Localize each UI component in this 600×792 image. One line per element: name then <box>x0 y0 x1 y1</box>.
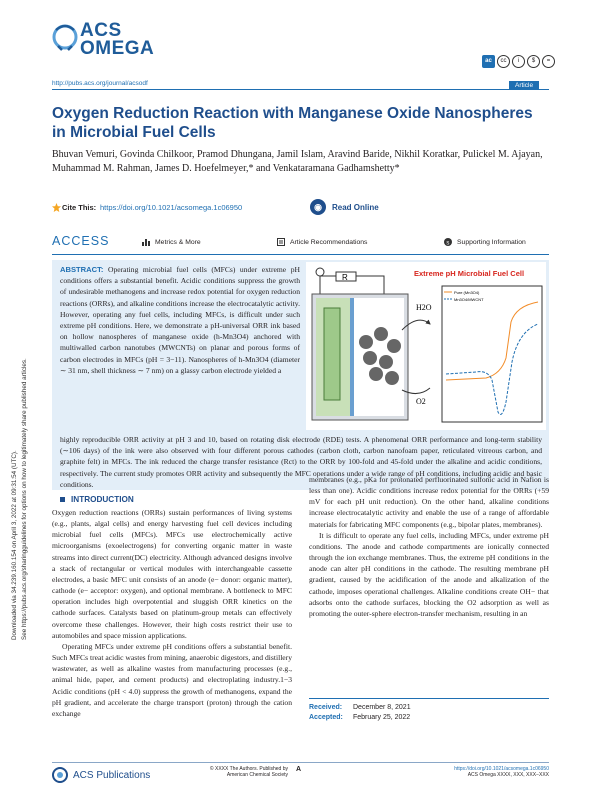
left-column <box>52 507 292 719</box>
membrane <box>350 298 354 416</box>
acs-logo-icon <box>52 767 68 783</box>
intro-paragraph-1: Oxygen reduction reactions (ORRs) sustain performances of living systems (e.g., plants, algal cells) and energy harvesting fuel cell devices including microbial fuel cells (MFCs). MFCs use electrochemically active microorganisms (exoelectrogens) for converting organic matter in waste streams into direct current(DC) electricity. Although advanced designs involve a stack of rectangular or vertical modules with interchangeable cassette electrodes, a basic MFC unit consists of an anode (e− donor: organic matter), cathode (e− acceptor: oxygen), and optional membrane. A bottleneck to MFC operation includes high overpotential and sluggish ORR kinetics on the cathode surfaces. Catalysts based on platinum-group metals can effectively overcome these challenges. However, their high costs restrict their use to automobiles and space mission applications. <box>52 508 292 640</box>
curve-pure <box>446 302 538 380</box>
by-icon[interactable]: i <box>512 55 525 68</box>
intro-paragraph-2: Operating MFCs under extreme pH conditions offers a substantial benefit. Such MFCs treat acidic wastes from mining, anaerobic digestors, and distillery wastewater, as well as alkaline wastes from manufacturing processes (e.g., animal hide, paper, and cement products) and electroplating industry.1−3 Acidic conditions (pH < 4.0) suppress the growth of methanogens, expand the pH gradient, and accelerate the charge transport (proton) through the cation exchange <box>52 641 292 718</box>
access-divider <box>52 254 549 255</box>
article-type-badge: Article <box>509 81 539 90</box>
heading-square-icon <box>60 497 65 502</box>
cathode-chamber <box>354 298 404 416</box>
header-divider <box>52 89 549 90</box>
recommendations-label: Article Recommendations <box>290 238 368 246</box>
read-online-label: Read Online <box>332 202 379 212</box>
ammeter-icon <box>316 268 324 276</box>
svg-text:s: s <box>446 240 450 246</box>
publisher-name: ACS Publications <box>73 769 151 781</box>
resistor-label: R <box>342 273 348 282</box>
download-notice-line-1: Downloaded via 34.239.160.154 on April 3, 2022 at 09:31:54 (UTC). <box>11 450 18 640</box>
journal-url[interactable]: http://pubs.acs.org/journal/acsodf <box>52 80 148 87</box>
accepted-date: February 25, 2022 <box>353 714 411 721</box>
nd-icon[interactable]: = <box>542 55 555 68</box>
cite-icon <box>52 203 61 212</box>
intro-paragraph-3: membranes (e.g., pKa for protonated perfluorinated sulfonic acid in Nafion is less than one). Acidic conditions increase redox potential for the ORRs (+59 mV for each pH unit reduction). On the other hand, alkaline conditions increase electrocatalytic activity and enable the use of a range of affordable materials for fabricating MFC components (e.g., bipolar plates, membranes). <box>309 475 549 529</box>
right-column <box>309 474 549 619</box>
legend-entry-2: Mn3O4/MWCNT <box>454 297 484 302</box>
toc-graphic <box>306 262 546 430</box>
plot-frame <box>442 286 542 422</box>
article-title: Oxygen Reduction Reaction with Manganese Oxide Nanospheres in Microbial Fuel Cells <box>52 105 533 141</box>
metrics-label: Metrics & More <box>155 238 201 246</box>
journal-name-acs: ACS <box>80 20 122 41</box>
author-list: Bhuvan Vemuri, Govinda Chilkoor, Pramod Dhungana, Jamil Islam, Aravind Baride, Nikhil Koratkar, Pulickel M. Ajayan, Muhammad M. Rahman, James D. Hoefelmeyer,* and Venkataramana Gadhamshetty* <box>52 149 543 174</box>
abstract-label: ABSTRACT: <box>60 265 104 274</box>
footer-doi-link[interactable]: https://doi.org/10.1021/acsomega.1c06950 <box>454 766 549 772</box>
curve-composite <box>446 324 538 414</box>
download-notice <box>4 300 34 640</box>
access-bar <box>52 234 549 252</box>
o2-label: O2 <box>416 397 426 406</box>
cite-bar <box>52 196 549 222</box>
access-label: ACCESS <box>52 234 110 248</box>
supporting-info-label: Supporting Information <box>457 238 526 246</box>
page-number: A <box>296 766 302 773</box>
intro-paragraph-4: It is difficult to operate any fuel cells, including MFCs, under extreme pH conditions. The anode and cathode compartments are ionically connected through the ion exchange membranes. Thus, the extreme pH conditions in the anode can alter pH conditions in the cathode. The resulting membrane pH gradient, caused by the acidification of the anode and alkalization of the cathode, imposes operational challenges. Alkaline conditions create OH− that adsorbs onto the cathode surfaces, blocking the O2 adsorption as well as promoting the outer-sphere electron-transfer mechanism, resulting in an <box>309 530 549 618</box>
copyright-notice <box>168 766 288 778</box>
license-icons <box>482 55 555 68</box>
cite-doi-link[interactable]: https://doi.org/10.1021/acsomega.1c06950 <box>100 203 243 212</box>
cite-label: Cite This: <box>62 203 97 212</box>
nc-icon[interactable]: $ <box>527 55 540 68</box>
bar-chart-icon <box>142 238 150 246</box>
received-label: Received: <box>309 704 343 711</box>
abstract-body-full: highly reproducible ORR activity at pH 3 and 10, based on rotating disk electrode (RDE) tests. A phenomenal ORR performance and long-term stability (∼106 days) of the ink were also observed with four different porous cathodes (carbon cloth, carbon nanofoam paper, reticulated vitreous carbon, and graphite felt) in MFCs. The ink reduced the charge transfer resistance (Rct) to the ORR by 100-fold and 45-fold under the alkaline and acidic conditions, respectively. The current study promotes ORR activity and subsequently the MFC operations under a wide range of pH conditions, including acidic and basic conditions. <box>60 435 542 489</box>
section-heading-introduction <box>60 495 134 504</box>
metrics-link[interactable] <box>142 238 201 246</box>
article-dates <box>309 698 549 723</box>
h2o-label: H2O <box>416 303 432 312</box>
read-online-button[interactable] <box>310 199 379 215</box>
read-online-icon: ◉ <box>310 199 326 215</box>
introduction-heading-text: INTRODUCTION <box>71 495 134 504</box>
footer-divider <box>52 762 549 763</box>
accepted-label: Accepted: <box>309 714 343 721</box>
footer-citation <box>400 766 549 778</box>
ac-icon[interactable]: ac <box>482 55 495 68</box>
biofilm <box>324 308 340 400</box>
supporting-info-icon <box>444 238 452 246</box>
supporting-info-link[interactable] <box>444 238 526 246</box>
abstract-text <box>60 264 300 376</box>
download-notice-line-2: See https://pubs.acs.org/sharingguidelines for options on how to legitimately share published articles. <box>21 358 28 640</box>
footer-citation-text: ACS Omega XXXX, XXX, XXX−XXX <box>467 772 549 778</box>
journal-name-omega: OMEGA <box>80 38 155 59</box>
graphic-title: Extreme pH Microbial Fuel Cell <box>414 269 525 278</box>
copyright-line-1: © XXXX The Authors. Published by <box>209 766 288 772</box>
received-date: December 8, 2021 <box>353 704 411 711</box>
document-list-icon <box>277 238 285 246</box>
legend-entry-1: Pure (Mn3O4) <box>454 290 480 295</box>
journal-logo <box>52 18 192 68</box>
cc-icon[interactable]: cc <box>497 55 510 68</box>
acs-publications-logo[interactable] <box>52 767 150 783</box>
copyright-line-2: American Chemical Society <box>226 772 288 778</box>
abstract-body-narrow: Operating microbial fuel cells (MFCs) under extreme pH conditions offers a substantial benefit. Acidic conditions suppress the growth of undesirable methanogens and increase redox potential for oxygen reduction reactions (ORRs), and alkaline conditions increase the electrocatalytic activity. However, operating any fuel cells, including MFCs, is difficult under such extreme pH conditions. Here, we demonstrate a pH-universal ORR ink based on hollow nanospheres of manganese oxide (h-Mn3O4) anchored with multiwalled carbon nanotubes (MWCNTs) on planar and porous forms of carbon electrodes in MFCs (pH = 3−11). Nanospheres of h-Mn3O4 (diameter ∼ 31 nm, shell thickness ∼ 7 nm) on a glassy carbon electrode yielded a <box>60 265 300 375</box>
acs-omega-logo-icon <box>52 20 78 54</box>
recommendations-link[interactable] <box>277 238 367 246</box>
